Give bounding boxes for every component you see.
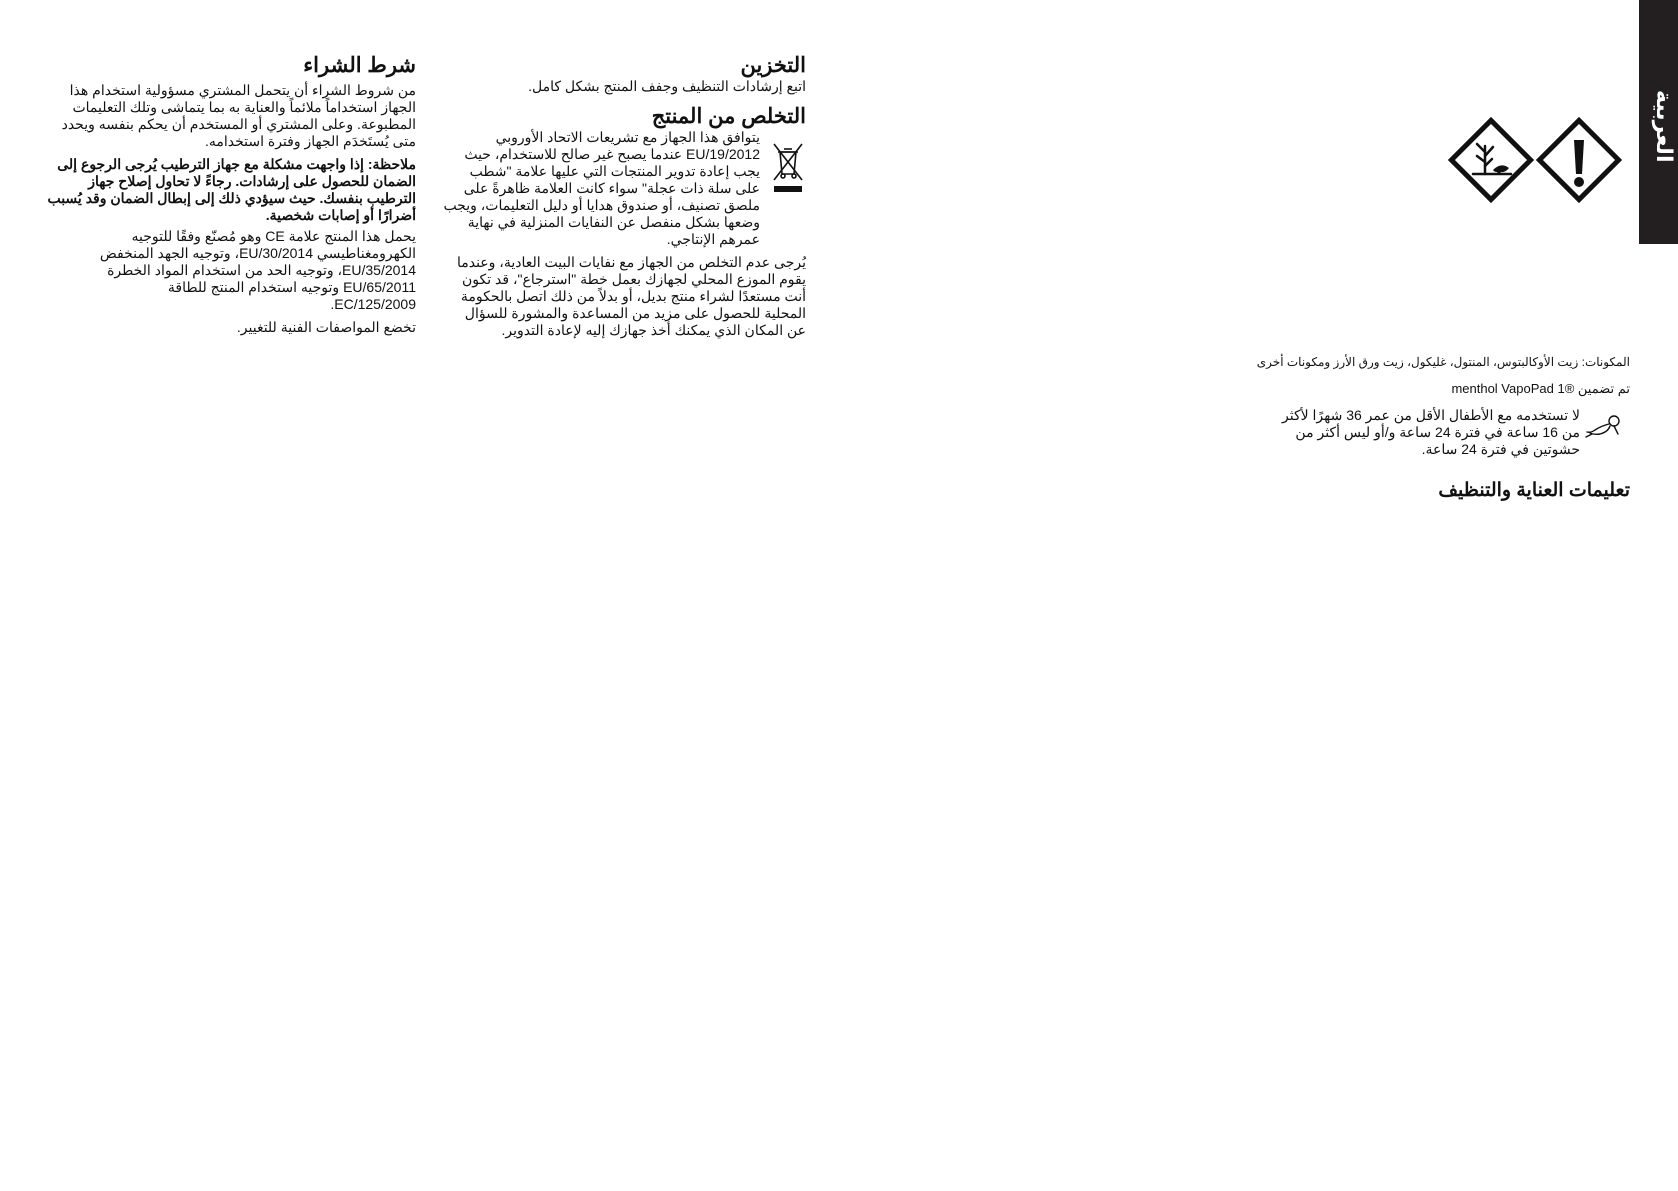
included-text: تم تضمين ®1 menthol VapoPad: [1451, 381, 1630, 396]
purchase-text: من شروط الشراء أن يتحمل المشتري مسؤولية استخدام هذا الجهاز استخداماً ملائماً والعناية به بما يتماشى وتلك التعليمات المطبوعة. وعلى المشتري أو المستخدم أن يحكم بنفسه ويحدد متى يُستَخدَم الجهاز وفترة استخدامه.: [61, 82, 416, 150]
left-column: [46, 54, 416, 336]
environment-hazard-pictogram-icon: [1447, 116, 1535, 204]
specs-text: تخضع المواصفات الفنية للتغيير.: [236, 319, 416, 336]
ce-text: يحمل هذا المنتج علامة CE وهو مُصنّع وفقًا للتوجيه الكهرومغناطيسي EU/30/2014، وتوجيه الجهد المنخفض EU/35/2014، وتوجيه الحد من استخدام المواد الخطرة EU/65/2011 وتوجيه استخدام المنتج للطاقة EC/125/2009.: [99, 228, 416, 313]
child-warning-icon: [1580, 412, 1626, 440]
right-column: [1220, 355, 1630, 502]
ingredients-text: المكونات: زيت الأوكالبتوس، المنتول، غليكول، زيت ورق الأرز ومكونات أخرى: [1256, 355, 1630, 369]
crossed-out-wheelie-bin-icon: [771, 140, 805, 194]
middle-column: [442, 54, 806, 339]
care-heading: تعليمات العناية والتنظيف: [1438, 480, 1630, 501]
note-text: ملاحظة: إذا واجهت مشكلة مع جهاز الترطيب يُرجى الرجوع إلى الضمان للحصول على إرشادات. رجاءً لا تحاول إصلاح جهاز الترطيب بنفسك. حيث سيؤدي ذلك إلى إبطال الضمان وقد يُسبب أضرارًا أو إصابات شخصية.: [47, 156, 416, 224]
disposal-text-1: يتوافق هذا الجهاز مع تشريعات الاتحاد الأوروبي EU/19/2012 عندما يصبح غير صالح للاستخدام، حيث يجب إعادة تدوير المنتجات التي عليها علامة "شطب على سلة ذات عجلة" سواء كانت العلامة ظاهرةً على ملصق تصنيف، أو صندوق هدايا أو دليل التعليمات، ويجب وضعها بشكل منفصل عن النفايات المنزلية في نهاية عمرهم الإنتاجي.: [443, 129, 760, 248]
disposal-text-2: يُرجى عدم التخلص من الجهاز مع نفايات البيت العادية، وعندما يقوم الموزع المحلي لجهازك بعمل خطة "استرجاع"، قد تكون أنت مستعدًا لشراء منتج بديل، أو بدلاً من ذلك اتصل بالحكومة المحلية للحصول على مزيد من المساعدة والمشورة للسؤال عن المكان الذي يمكنك أخذ جهازك إليه لإعادة التدوير.: [456, 254, 806, 339]
purchase-heading: شرط الشراء: [303, 54, 416, 77]
child-warning-text: لا تستخدمه مع الأطفال الأقل من عمر 36 شهرًا لأكثر من 16 ساعة في فترة 24 ساعة و/أو ليس أكثر من حشوتين في فترة 24 ساعة.: [1282, 407, 1580, 457]
storage-heading: التخزين: [740, 54, 806, 77]
storage-text: اتبع إرشادات التنظيف وجفف المنتج بشكل كامل.: [528, 78, 806, 95]
language-tab-label: العربية: [1651, 89, 1676, 162]
disposal-heading: التخلص من المنتج: [651, 105, 806, 129]
exclamation-hazard-pictogram-icon: [1535, 116, 1623, 204]
